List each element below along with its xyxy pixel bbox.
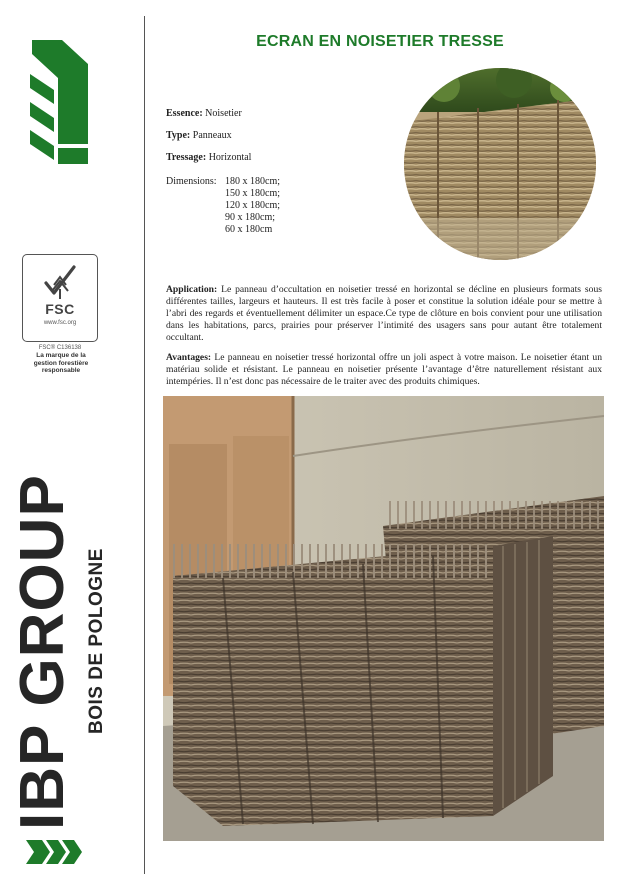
- warehouse-image: [163, 396, 604, 841]
- spec-tressage-label: Tressage:: [166, 152, 207, 163]
- spec-tressage-value: Horizontal: [208, 152, 252, 163]
- dimension-item: 60 x 180cm: [225, 224, 273, 235]
- brand-subtitle: BOIS DE POLOGNE: [86, 548, 107, 734]
- fsc-url: www.fsc.org: [43, 320, 77, 326]
- avantages-label: Avantages:: [166, 352, 212, 363]
- fsc-tagline: La marque de la gestion forestière responsable: [33, 352, 89, 374]
- spec-essence-label: Essence:: [166, 108, 203, 119]
- dimension-item: 180 x 180cm;: [225, 176, 280, 187]
- vertical-divider: [144, 16, 145, 874]
- avantages-text: Le panneau en noisetier tressé horizontal offre un joli aspect à votre maison. Le noisetier étant un matériau solide et résistant. Le panneau en noisetier présente l’avantage d’être naturellement résistant aux intempéries. Il n’est donc pas nécessaire de le traiter avec des produits chimiques.: [166, 352, 602, 387]
- woven-panel-image: [404, 68, 596, 260]
- sidebar: [0, 0, 145, 889]
- brand-block: [0, 0, 145, 889]
- product-photo-circle: [404, 68, 596, 260]
- page-title: ECRAN EN NOISETIER TRESSE: [256, 33, 504, 50]
- ibp-small-stripes-icon: [26, 836, 86, 866]
- avantages-paragraph: [166, 352, 602, 388]
- spec-type-value: Panneaux: [192, 130, 232, 141]
- spec-type: [166, 130, 232, 142]
- dimension-item: 120 x 180cm;: [225, 200, 280, 211]
- spec-essence-value: Noisetier: [205, 108, 242, 119]
- application-text: Le panneau d’occultation en noisetier tressé en horizontal se décline en plusieurs formats sous différentes tailles, largeurs et hauteurs. Il est très facile à poser et constitue la solution idéale pour se mettre à l’abri des regards et éventuellement délimiter un espace.Ce type de clôture en bois convient pour une utilisation dans les habitations, parcs, prairies pour préserver l’intimité des usagers sans pour autant être totalement occultant.: [166, 284, 602, 343]
- dimension-item: 90 x 180cm;: [225, 212, 275, 223]
- spec-type-label: Type:: [166, 130, 191, 141]
- spec-dimensions-label: Dimensions:: [166, 176, 217, 187]
- fsc-code: FSC® C136138: [38, 345, 82, 351]
- application-label: Application:: [166, 284, 218, 295]
- spec-dimensions-values: [225, 176, 280, 236]
- spec-essence: [166, 108, 242, 120]
- spec-tressage: [166, 152, 251, 164]
- brand-name: IBP GROUP: [8, 474, 77, 830]
- dimension-item: 150 x 180cm;: [225, 188, 280, 199]
- fsc-word: FSC: [45, 301, 75, 317]
- stacked-panels-photo: [163, 396, 604, 841]
- application-paragraph: [166, 284, 602, 344]
